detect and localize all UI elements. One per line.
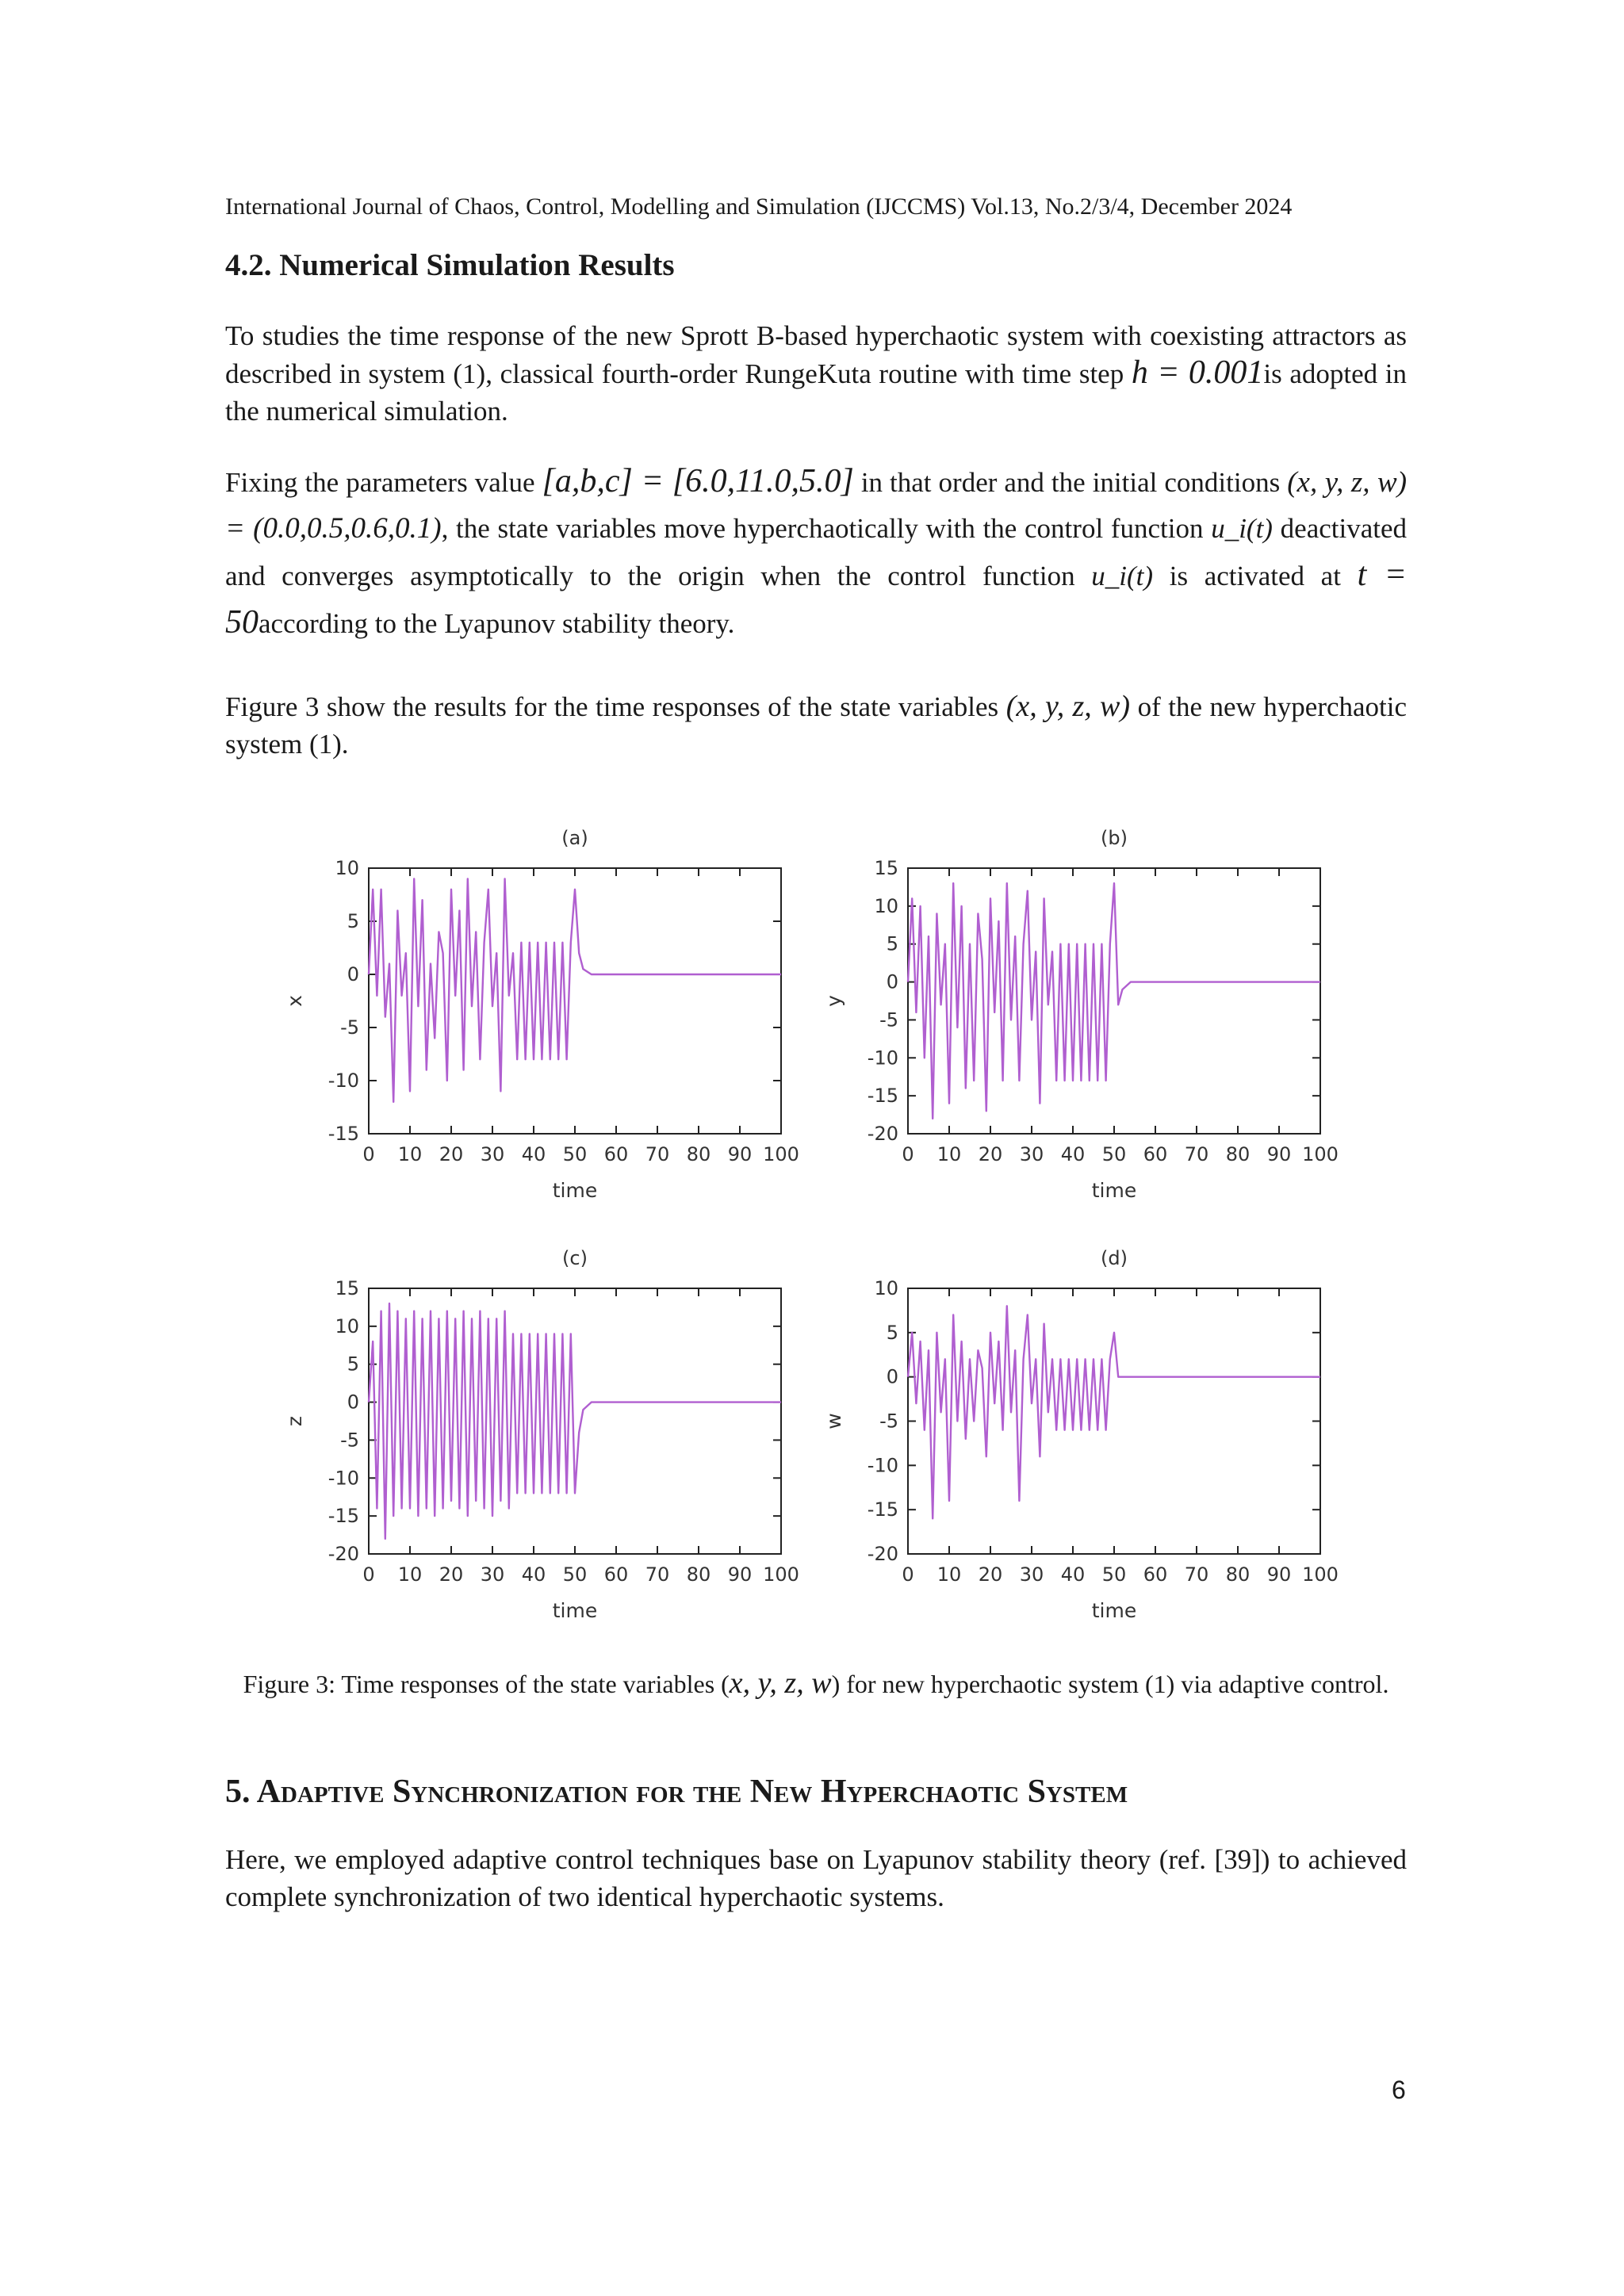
subplot-title: (b): [1101, 827, 1128, 849]
y-tick-label: -15: [327, 1505, 359, 1528]
x-tick-label: 90: [1266, 1143, 1292, 1165]
x-tick-label: 10: [936, 1563, 962, 1586]
subplot-w: [822, 1247, 1339, 1622]
subplot-title: (c): [562, 1247, 588, 1269]
y-axis-label: w: [822, 1413, 845, 1429]
y-axis-label: z: [283, 1415, 306, 1427]
y-tick-label: -10: [327, 1467, 359, 1490]
y-tick-label: -15: [327, 1123, 359, 1145]
para2-t6: according to the Lyapunov stability theory.: [259, 608, 735, 639]
subplot-z: [283, 1247, 799, 1622]
y-tick-label: -15: [867, 1498, 898, 1521]
x-tick-label: 90: [727, 1563, 753, 1586]
y-tick-label: 10: [335, 1314, 359, 1337]
y-tick-label: 0: [886, 1365, 898, 1388]
x-tick-label: 0: [362, 1563, 375, 1586]
x-tick-label: 30: [480, 1143, 505, 1165]
x-tick-label: 0: [902, 1143, 914, 1165]
y-tick-label: 10: [335, 857, 359, 879]
section-5-title-text: 5. Adaptive Synchronization for the New Hyperchaotic System: [225, 1774, 1128, 1810]
paragraph-2: [225, 458, 1407, 647]
para2-t2: in that order and the initial conditions: [860, 467, 1281, 498]
y-tick-label: 5: [886, 1321, 898, 1344]
x-tick-label: 40: [521, 1563, 546, 1586]
x-tick-label: 10: [936, 1143, 962, 1165]
para2-t5: is activated at: [1169, 561, 1341, 591]
x-tick-label: 70: [645, 1143, 670, 1165]
x-tick-label: 50: [562, 1143, 588, 1165]
x-tick-label: 40: [1060, 1563, 1086, 1586]
x-tick-label: 80: [1225, 1143, 1251, 1165]
x-tick-label: 60: [1143, 1143, 1168, 1165]
y-tick-label: -20: [327, 1543, 359, 1565]
subplot-y: [822, 827, 1339, 1202]
x-axis-label: time: [552, 1599, 598, 1622]
x-tick-label: 20: [439, 1143, 464, 1165]
y-tick-label: 5: [347, 1353, 359, 1376]
subplot-title: (d): [1101, 1247, 1128, 1269]
plot-frame: [369, 868, 781, 1134]
plot-frame: [908, 1288, 1320, 1554]
x-axis-label: time: [1091, 1179, 1137, 1202]
y-tick-label: -10: [327, 1070, 359, 1092]
subplot-title: (a): [561, 827, 588, 849]
x-tick-label: 60: [603, 1563, 629, 1586]
caption-t1: Figure 3: Time responses of the state variables (: [243, 1670, 730, 1698]
para2-math-t: t = 50: [225, 557, 1408, 641]
series-line-w: [908, 1306, 1320, 1518]
y-axis-label: y: [822, 995, 845, 1007]
x-tick-label: 90: [1266, 1563, 1292, 1586]
y-tick-label: -5: [340, 1429, 359, 1452]
para3-t2: of the new hyperchaotic system (1).: [225, 691, 1408, 760]
page-number: 6: [1392, 2076, 1406, 2104]
section-5-title: [225, 1773, 1128, 1811]
para3-t1: Figure 3 show the results for the time responses of the state variables: [225, 691, 999, 722]
x-tick-label: 0: [902, 1563, 914, 1586]
y-tick-label: -5: [879, 1410, 898, 1433]
subplot-x: [283, 827, 799, 1202]
x-tick-label: 100: [1302, 1143, 1339, 1165]
y-tick-label: -20: [867, 1543, 898, 1565]
y-tick-label: 10: [874, 894, 898, 917]
series-line-z: [369, 1303, 781, 1539]
x-tick-label: 100: [1302, 1563, 1339, 1586]
y-tick-label: -10: [867, 1047, 898, 1070]
figure-3: [283, 813, 1356, 1649]
y-tick-label: 0: [347, 1391, 359, 1414]
x-tick-label: 60: [603, 1143, 629, 1165]
x-tick-label: 50: [1101, 1563, 1127, 1586]
paragraph-4: Here, we employed adaptive control techniques base on Lyapunov stability theory (ref. [39]) to achieved complete synchronization of two identical hyperchaotic systems.: [225, 1844, 1407, 1912]
series-line-x: [369, 878, 781, 1101]
caption-math: x, y, z, w: [729, 1667, 832, 1700]
journal-header: International Journal of Chaos, Control, Modelling and Simulation (IJCCMS) Vol.13, No.2/3/4, December 2024: [225, 193, 1293, 220]
x-tick-label: 30: [1019, 1143, 1044, 1165]
para2-math-u1: u_i(t): [1211, 513, 1273, 544]
series-line-y: [908, 883, 1320, 1119]
x-tick-label: 70: [645, 1563, 670, 1586]
paragraph-1: [225, 317, 1407, 430]
x-tick-label: 90: [727, 1143, 753, 1165]
figure-caption: [225, 1662, 1407, 1705]
x-tick-label: 40: [1060, 1143, 1086, 1165]
y-tick-label: -5: [340, 1016, 359, 1039]
y-tick-label: 10: [874, 1277, 898, 1299]
x-tick-label: 20: [978, 1143, 1003, 1165]
x-tick-label: 10: [397, 1143, 423, 1165]
x-tick-label: 60: [1143, 1563, 1168, 1586]
para2-math-params: [a,b,c] = [6.0,11.0,5.0]: [542, 463, 854, 499]
para2-math-initial: (x, y, z, w) = (0.0,0.5,0.6,0.1): [225, 466, 1408, 545]
x-tick-label: 80: [686, 1563, 711, 1586]
y-tick-label: 0: [886, 970, 898, 993]
x-tick-label: 0: [362, 1143, 375, 1165]
para2-t1: Fixing the parameters value: [225, 467, 535, 498]
x-tick-label: 100: [763, 1563, 799, 1586]
para2-t4: deactivated and converges asymptotically to the origin when the control function: [225, 513, 1408, 591]
y-tick-label: 0: [347, 963, 359, 985]
para3-math-vars: (x, y, z, w): [1005, 690, 1131, 723]
para1-text: To studies the time response of the new Sprott B-based hyperchaotic system with coexisting attractors as described in system (1), classical fourth-order RungeKuta routine with time step: [225, 320, 1407, 389]
x-tick-label: 80: [1225, 1563, 1251, 1586]
y-tick-label: -5: [879, 1008, 898, 1031]
para2-math-u2: u_i(t): [1091, 561, 1154, 591]
y-tick-label: -20: [867, 1123, 898, 1145]
y-tick-label: 15: [335, 1277, 359, 1299]
y-tick-label: 5: [347, 910, 359, 932]
y-tick-label: 5: [886, 932, 898, 955]
y-tick-label: 15: [874, 857, 898, 879]
x-tick-label: 50: [1101, 1143, 1127, 1165]
para1-math-h: h = 0.001: [1131, 354, 1264, 391]
caption-t2: ) for new hyperchaotic system (1) via adaptive control.: [831, 1670, 1389, 1698]
x-tick-label: 70: [1184, 1143, 1209, 1165]
x-tick-label: 100: [763, 1143, 799, 1165]
x-tick-label: 20: [978, 1563, 1003, 1586]
x-tick-label: 50: [562, 1563, 588, 1586]
section-4-2-title: 4.2. Numerical Simulation Results: [225, 248, 675, 282]
y-tick-label: -10: [867, 1454, 898, 1477]
y-axis-label: x: [283, 995, 306, 1007]
x-tick-label: 70: [1184, 1563, 1209, 1586]
x-tick-label: 40: [521, 1143, 546, 1165]
y-tick-label: -15: [867, 1085, 898, 1108]
x-tick-label: 80: [686, 1143, 711, 1165]
x-tick-label: 30: [1019, 1563, 1044, 1586]
figure-3-svg: [283, 813, 1356, 1645]
para1-tail: is adopted in the numerical simulation.: [225, 358, 1407, 427]
x-tick-label: 10: [397, 1563, 423, 1586]
x-axis-label: time: [552, 1179, 598, 1202]
x-axis-label: time: [1091, 1599, 1137, 1622]
para2-t3: , the state variables move hyperchaotically with the control function: [441, 513, 1204, 544]
x-tick-label: 20: [439, 1563, 464, 1586]
paragraph-3: [225, 688, 1407, 763]
x-tick-label: 30: [480, 1563, 505, 1586]
